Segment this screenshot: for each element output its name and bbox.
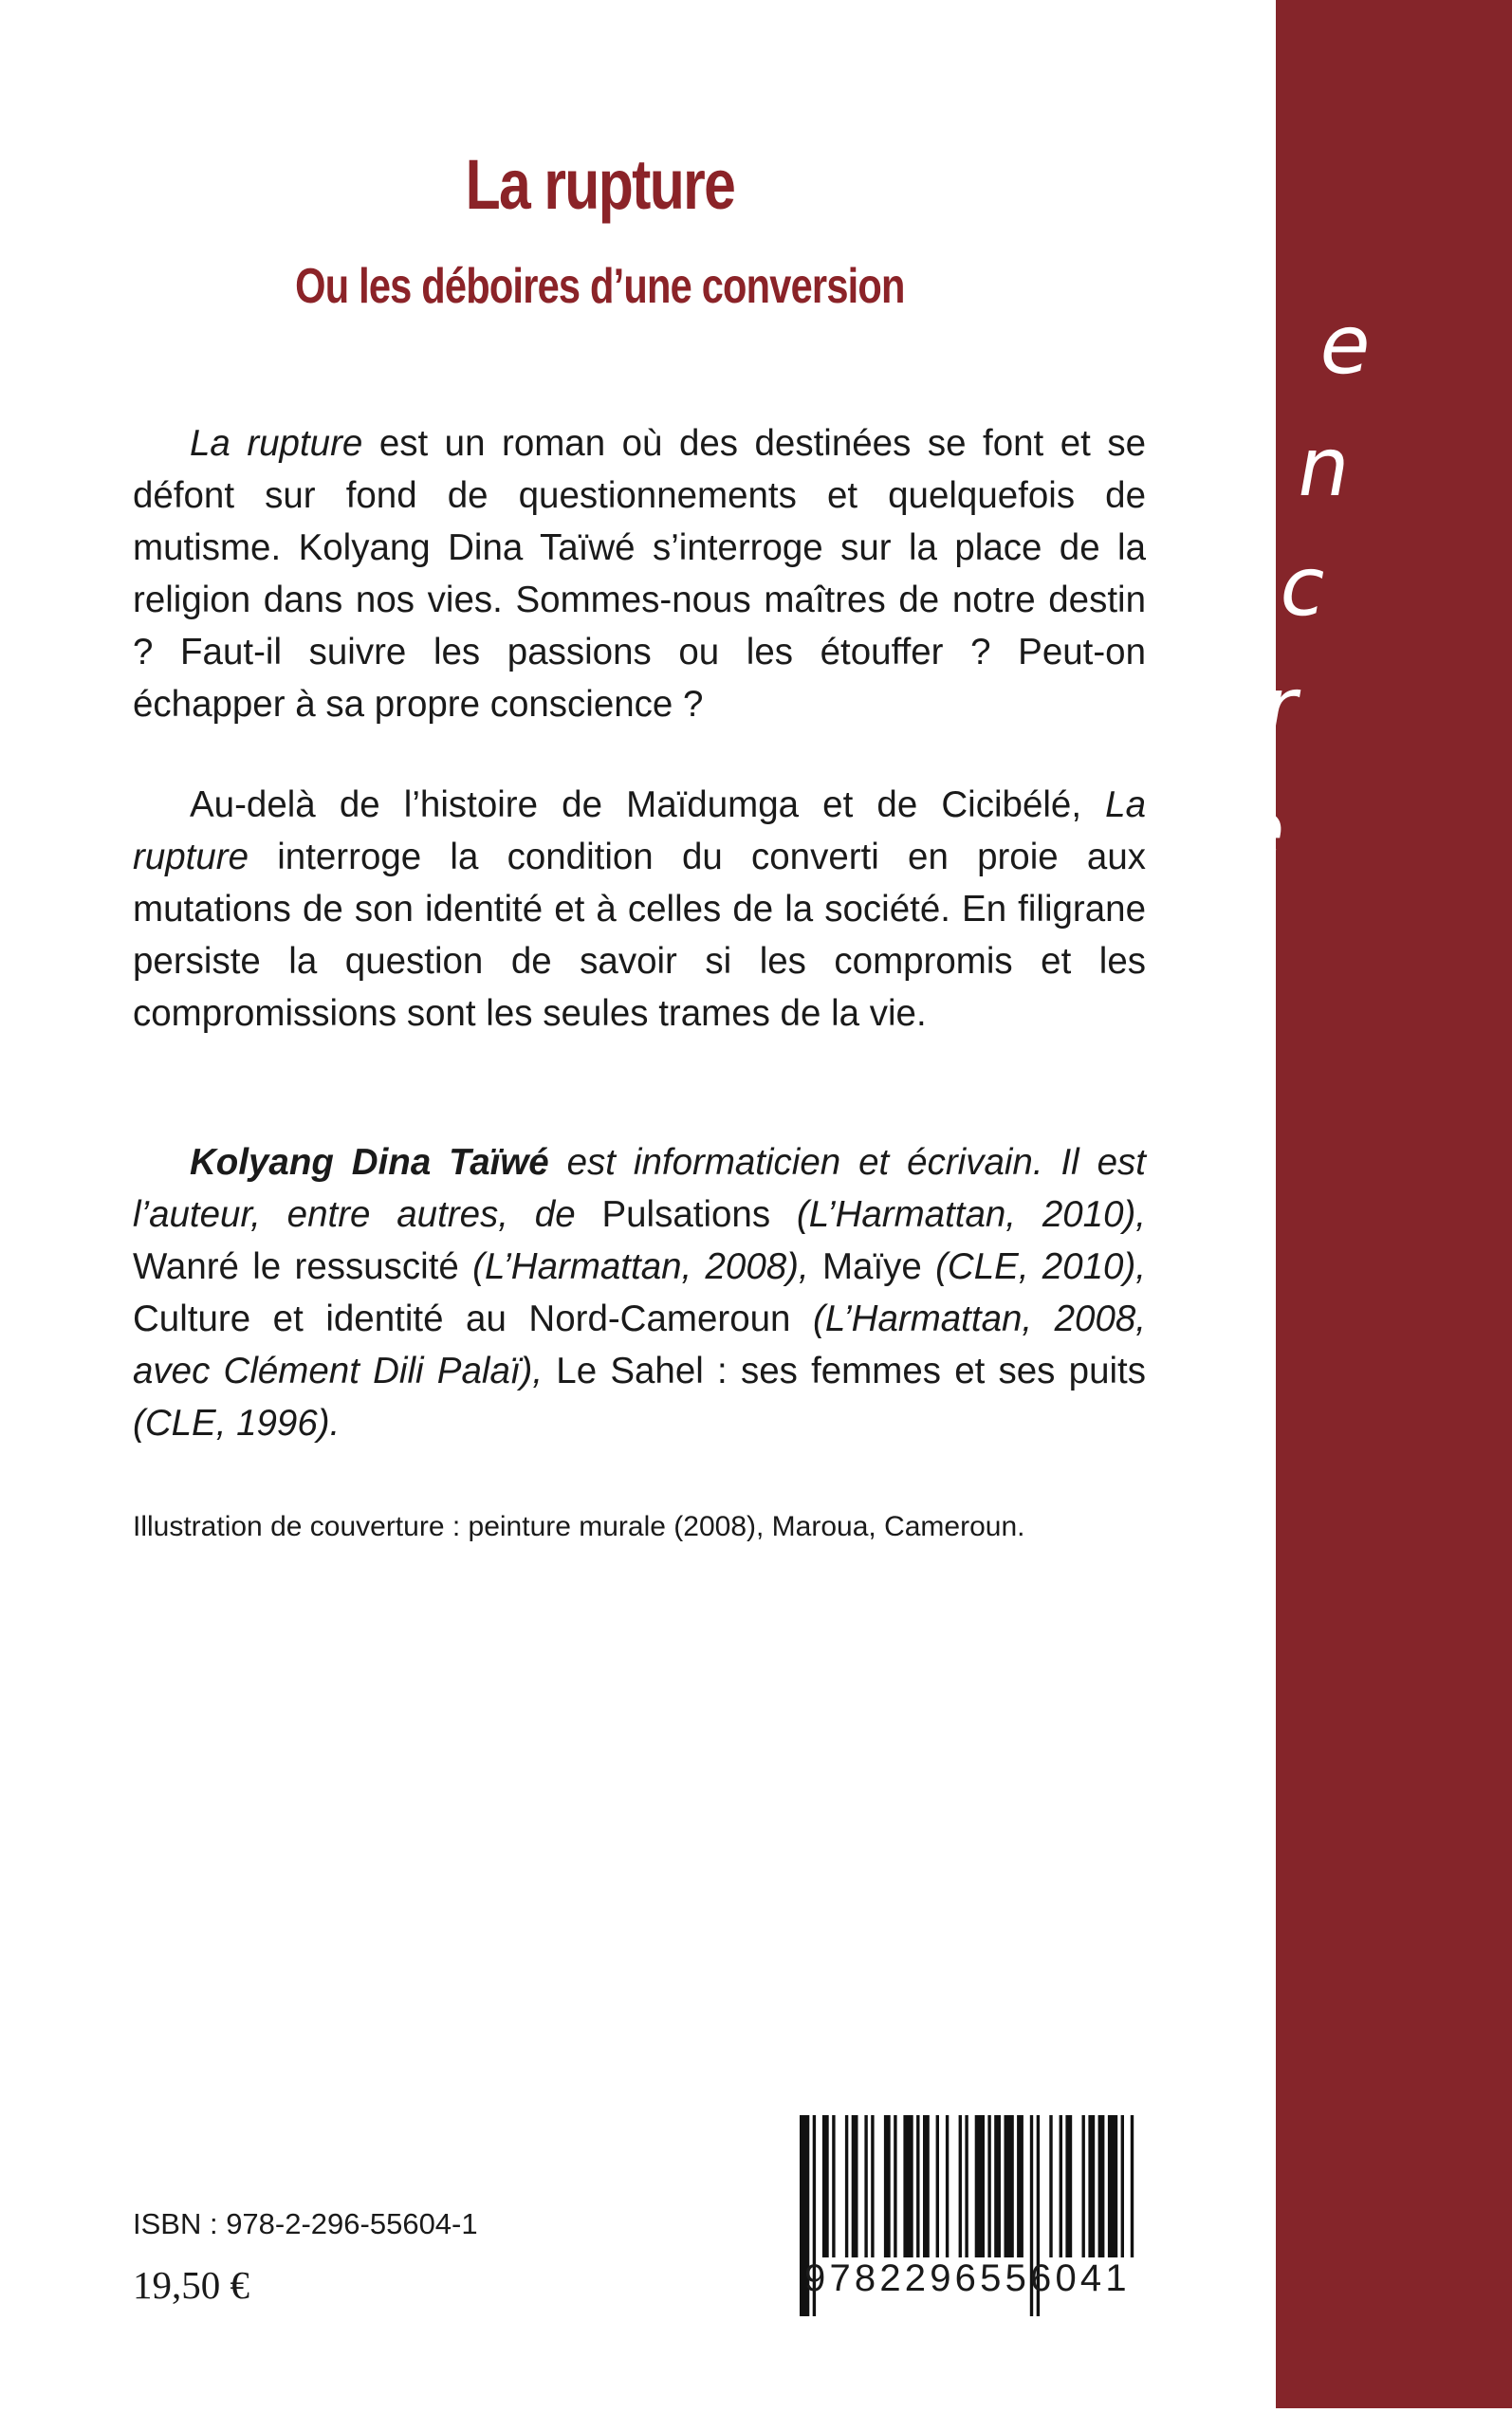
barcode-bar <box>884 2115 891 2257</box>
barcode-bar <box>832 2115 835 2257</box>
bio-pub-4: (L’Harmattan, 2008, avec Clément Dili Palaï), <box>133 1299 1146 1391</box>
barcode-bar <box>965 2115 968 2257</box>
summary-text-2b: interroge la condition du converti en proie aux mutations de son identité et à celles de la société. En filigrane persiste la question de savoir si les compromis et les compromissions sont les seules trames de la vie. <box>133 837 1146 1034</box>
summary-paragraph-2 <box>133 779 1146 1040</box>
bio-text-1: est informaticien et écrivain. Il est l’auteur, entre autres, de <box>133 1142 1146 1235</box>
author-name: Kolyang Dina Taïwé <box>190 1142 549 1183</box>
barcode-bar <box>987 2115 990 2257</box>
barcode-bar <box>852 2115 858 2257</box>
collection-letter: o <box>1161 1153 1228 1248</box>
barcode-bar <box>1121 2115 1124 2257</box>
collection-letter: s <box>1078 1628 1137 1722</box>
summary-title-italic: La rupture <box>190 423 363 464</box>
collection-letter: r <box>1129 1386 1179 1481</box>
work-maiye: Maïye <box>821 1246 922 1287</box>
work-wanre: Wanré le ressuscité <box>133 1246 459 1287</box>
barcode-bar <box>936 2115 939 2257</box>
barcode-bar <box>1088 2115 1095 2257</box>
barcode-bar <box>946 2115 949 2257</box>
work-sahel: Le Sahel : ses femmes et ses puits <box>556 1351 1146 1391</box>
collection-letter: e <box>1312 298 1379 393</box>
band-background <box>1276 0 1512 2408</box>
summary-paragraph-1 <box>133 417 1146 730</box>
collection-letter: e <box>1226 783 1294 878</box>
illustration-credit: Illustration de couverture : peinture murale (2008), Maroua, Cameroun. <box>133 1511 1025 1542</box>
barcode-bar <box>1049 2115 1052 2257</box>
barcode-bar <box>1017 2115 1023 2257</box>
barcode-bar <box>1131 2115 1134 2257</box>
collection-letter: n <box>1290 420 1359 515</box>
collection-name-encres-noires <box>1078 0 1512 2408</box>
barcode-bar <box>894 2115 896 2257</box>
summary-text-1: est un roman où des destinées se font et se défont sur fond de questionnements et quelquefois de mutisme. Kolyang Dina Taïwé s’interroge sur la place de la religion dans nos vies. Sommes-nous maîtres de notre destin ? Faut-il suivre les passions ou les étouffer ? Peut-on échapper à sa propre conscience ? <box>133 423 1146 725</box>
barcode-bar <box>1108 2115 1117 2257</box>
barcode-bar <box>845 2115 848 2257</box>
collection-letter: n <box>1184 1030 1253 1125</box>
barcode-bar <box>1060 2115 1062 2257</box>
bio-pub-5: (CLE, 1996). <box>133 1403 341 1444</box>
barcode-bar <box>916 2115 919 2257</box>
collection-letter: i <box>1152 1272 1192 1367</box>
collection-letter: r <box>1255 660 1306 755</box>
bio-pub-2: (L’Harmattan, 2008), <box>458 1246 822 1287</box>
barcode-bar <box>959 2115 962 2257</box>
barcode-bar <box>994 2115 1001 2257</box>
bio-pub-3: (CLE, 2010), <box>921 1246 1146 1287</box>
barcode-bar <box>1082 2115 1085 2257</box>
summary-title-italic-2: La rupture <box>133 784 1146 877</box>
summary-text-2a: Au-delà de l’histoire de Maïdumga et de Cicibélé, <box>190 784 1106 825</box>
collection-band <box>1078 0 1512 2408</box>
barcode-bar <box>1005 2115 1014 2257</box>
barcode-bar <box>822 2115 829 2257</box>
collection-letter: e <box>1101 1504 1169 1599</box>
barcode-bar <box>864 2115 867 2257</box>
author-bio <box>133 1136 1146 1449</box>
book-subtitle: Ou les déboires d’une conversion <box>295 259 905 314</box>
barcode-bar <box>923 2115 930 2257</box>
work-pulsations: Pulsations <box>601 1194 771 1235</box>
bio-pub-1: (L’Harmattan, 2010), <box>770 1194 1146 1235</box>
isbn-label: ISBN : 978-2-296-55604-1 <box>133 2207 478 2240</box>
work-culture: Culture et identité au Nord-Cameroun <box>133 1299 791 1339</box>
barcode-bar <box>871 2115 874 2257</box>
barcode-bar <box>1065 2115 1072 2257</box>
collection-letter: s <box>1205 907 1264 1002</box>
collection-letter: c <box>1272 540 1335 635</box>
barcode-bar <box>1098 2115 1105 2257</box>
book-title: La rupture <box>465 145 735 224</box>
barcode-bar <box>903 2115 913 2257</box>
barcode-bar <box>975 2115 985 2257</box>
price-label: 19,50 € <box>133 2263 249 2307</box>
barcode-number: 9782296556041 <box>804 2257 1131 2299</box>
